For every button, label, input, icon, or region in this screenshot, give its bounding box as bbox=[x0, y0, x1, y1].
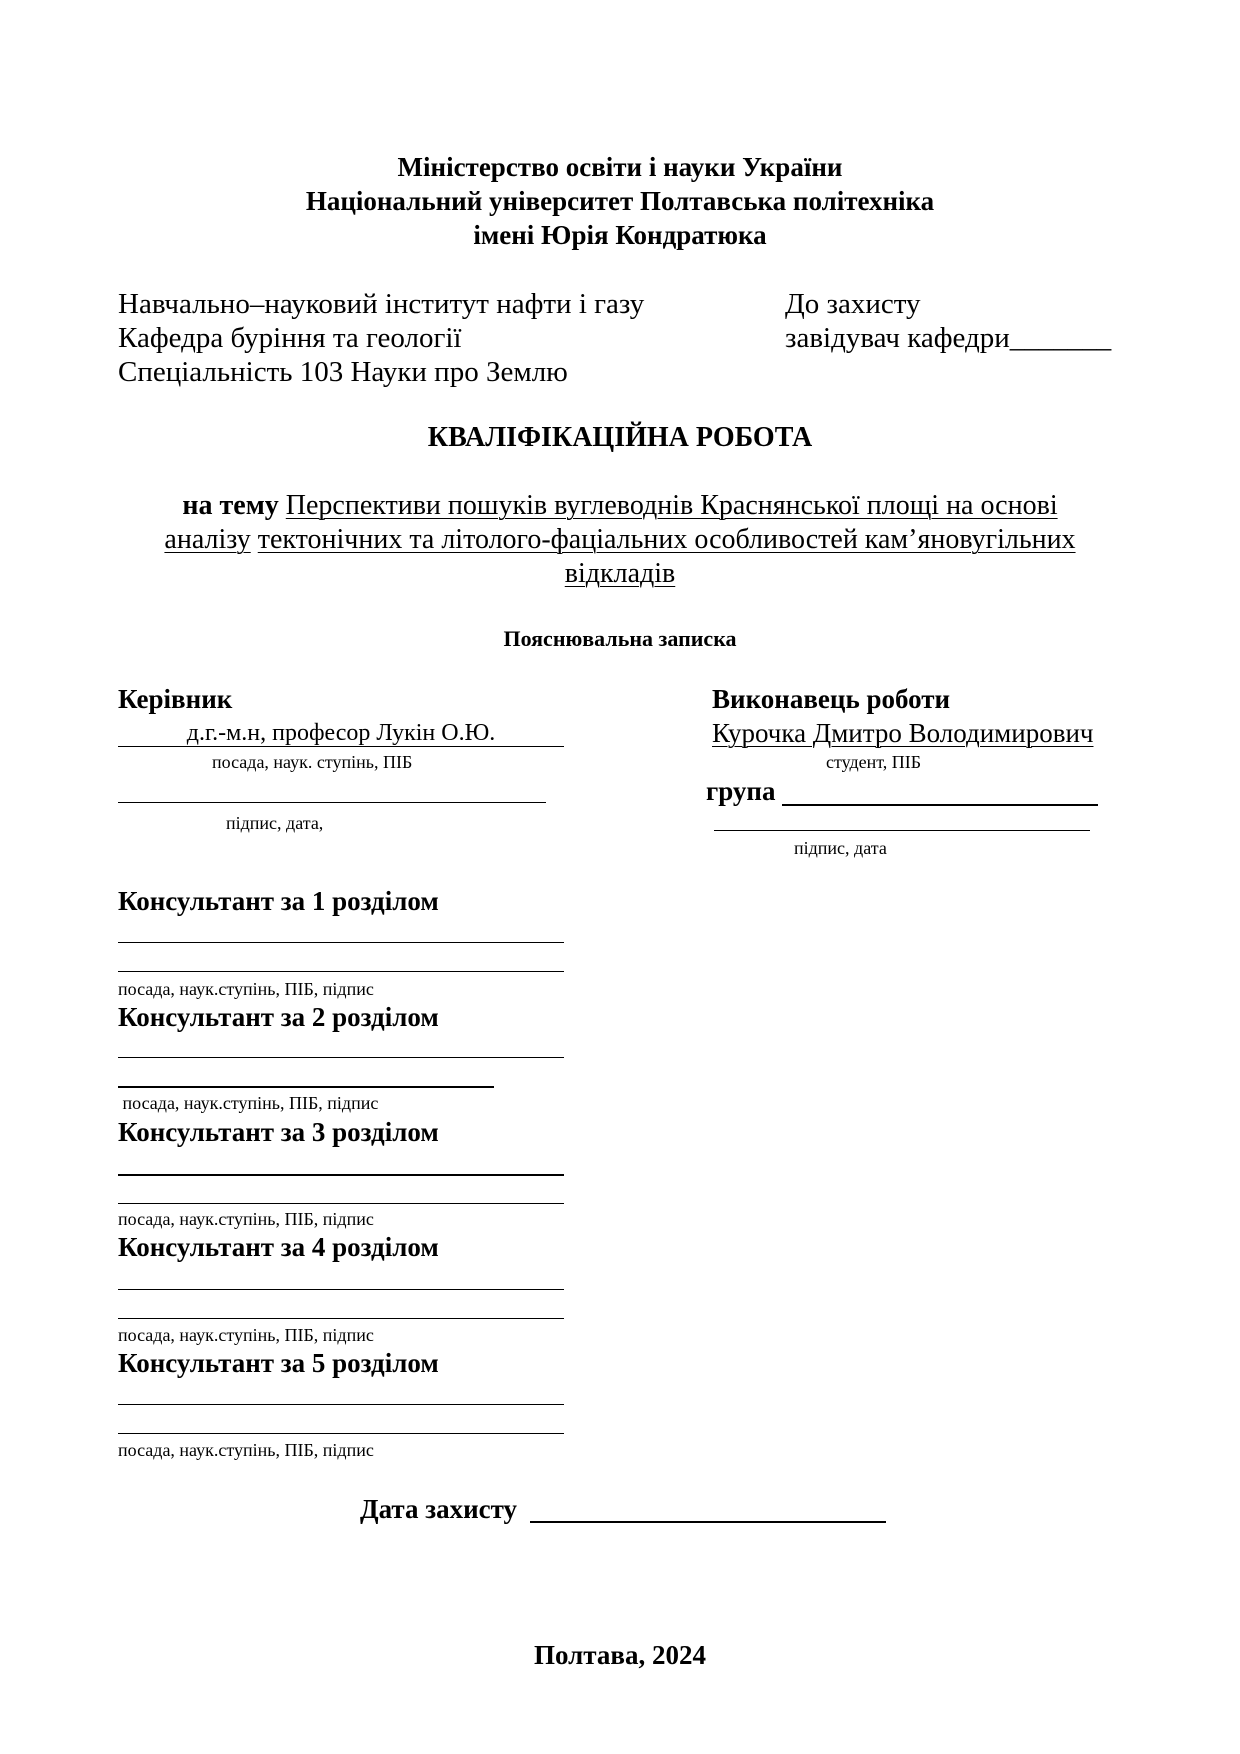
consultant-2-label: Консультант за 2 розділом bbox=[118, 1002, 439, 1032]
topic-text-2b: тектонічних та літолого-фаціальних особливостей кам’яновугільних bbox=[257, 524, 1076, 555]
consultant-5-line-1 bbox=[118, 1404, 564, 1405]
consultant-5-caption: посада, наук.ступінь, ПІБ, підпис bbox=[118, 1440, 374, 1460]
consultant-5-line-2 bbox=[118, 1433, 564, 1434]
group-line bbox=[782, 804, 1098, 806]
consultant-4-line-2 bbox=[118, 1318, 564, 1319]
consultant-5-label: Консультант за 5 розділом bbox=[118, 1348, 439, 1378]
supervisor-name-line bbox=[118, 746, 564, 747]
footer-city-year: Полтава, 2024 bbox=[534, 1640, 706, 1670]
performer-label: Виконавець роботи bbox=[712, 684, 951, 714]
consultant-2-caption: посада, наук.ступінь, ПІБ, підпис bbox=[118, 1093, 379, 1113]
performer-sign-line bbox=[714, 830, 1090, 831]
performer-sign-caption: підпис, дата bbox=[794, 838, 887, 858]
topic-line-2 bbox=[0, 524, 1240, 556]
consultant-1-line-1 bbox=[118, 942, 564, 943]
consultant-1-label: Консультант за 1 розділом bbox=[118, 886, 439, 916]
topic-text-2a: аналізу bbox=[164, 524, 251, 555]
consultant-4-caption: посада, наук.ступінь, ПІБ, підпис bbox=[118, 1325, 374, 1345]
named-after-line: імені Юрія Кондратюка bbox=[473, 220, 767, 250]
supervisor-label: Керівник bbox=[118, 684, 233, 714]
supervisor-caption: посада, наук. ступінь, ПІБ bbox=[212, 752, 413, 772]
department-line: Кафедра буріння та геології bbox=[118, 322, 462, 354]
topic-line-3 bbox=[0, 558, 1240, 590]
topic-prefix: на тему bbox=[182, 490, 279, 521]
topic-line-1 bbox=[0, 490, 1240, 522]
consultant-3-line-2 bbox=[118, 1203, 564, 1204]
performer-name: Курочка Дмитро Володимирович bbox=[712, 718, 1094, 748]
supervisor-sign-caption: підпис, дата, bbox=[226, 813, 324, 833]
defense-date-line bbox=[530, 1521, 886, 1523]
consultant-3-line-1 bbox=[118, 1174, 564, 1176]
consultant-1-caption: посада, наук.ступінь, ПІБ, підпис bbox=[118, 979, 374, 999]
supervisor-name: д.г.-м.н, професор Лукін О.Ю. bbox=[186, 720, 496, 746]
university-line: Національний університет Полтавська політехніка bbox=[305, 186, 935, 216]
consultant-4-label: Консультант за 4 розділом bbox=[118, 1232, 439, 1262]
to-defense-label: До захисту bbox=[785, 288, 921, 320]
defense-date-label: Дата захисту bbox=[360, 1494, 518, 1524]
consultant-1-line-2 bbox=[118, 971, 564, 972]
group-label: група bbox=[706, 776, 776, 806]
institute-line: Навчально–науковий інститут нафти і газу bbox=[118, 288, 645, 320]
specialty-line: Спеціальність 103 Науки про Землю bbox=[118, 356, 568, 388]
document-title: КВАЛІФІКАЦІЙНА РОБОТА bbox=[427, 422, 813, 453]
ministry-line: Міністерство освіти і науки України bbox=[397, 152, 843, 182]
consultant-2-line-1 bbox=[118, 1057, 564, 1058]
consultant-2-line-2 bbox=[118, 1086, 494, 1088]
topic-text-1: Перспективи пошуків вуглеводнів Краснянської площі на основі bbox=[285, 490, 1058, 521]
performer-caption: студент, ПІБ bbox=[826, 752, 922, 772]
consultant-3-caption: посада, наук.ступінь, ПІБ, підпис bbox=[118, 1209, 374, 1229]
consultant-3-label: Консультант за 3 розділом bbox=[118, 1117, 439, 1147]
head-of-department-label: завідувач кафедри_______ bbox=[785, 322, 1112, 354]
supervisor-sign-line bbox=[118, 802, 546, 803]
topic-text-3: відкладів bbox=[564, 558, 676, 589]
explanatory-note: Пояснювальна записка bbox=[503, 626, 737, 651]
consultant-4-line-1 bbox=[118, 1289, 564, 1290]
